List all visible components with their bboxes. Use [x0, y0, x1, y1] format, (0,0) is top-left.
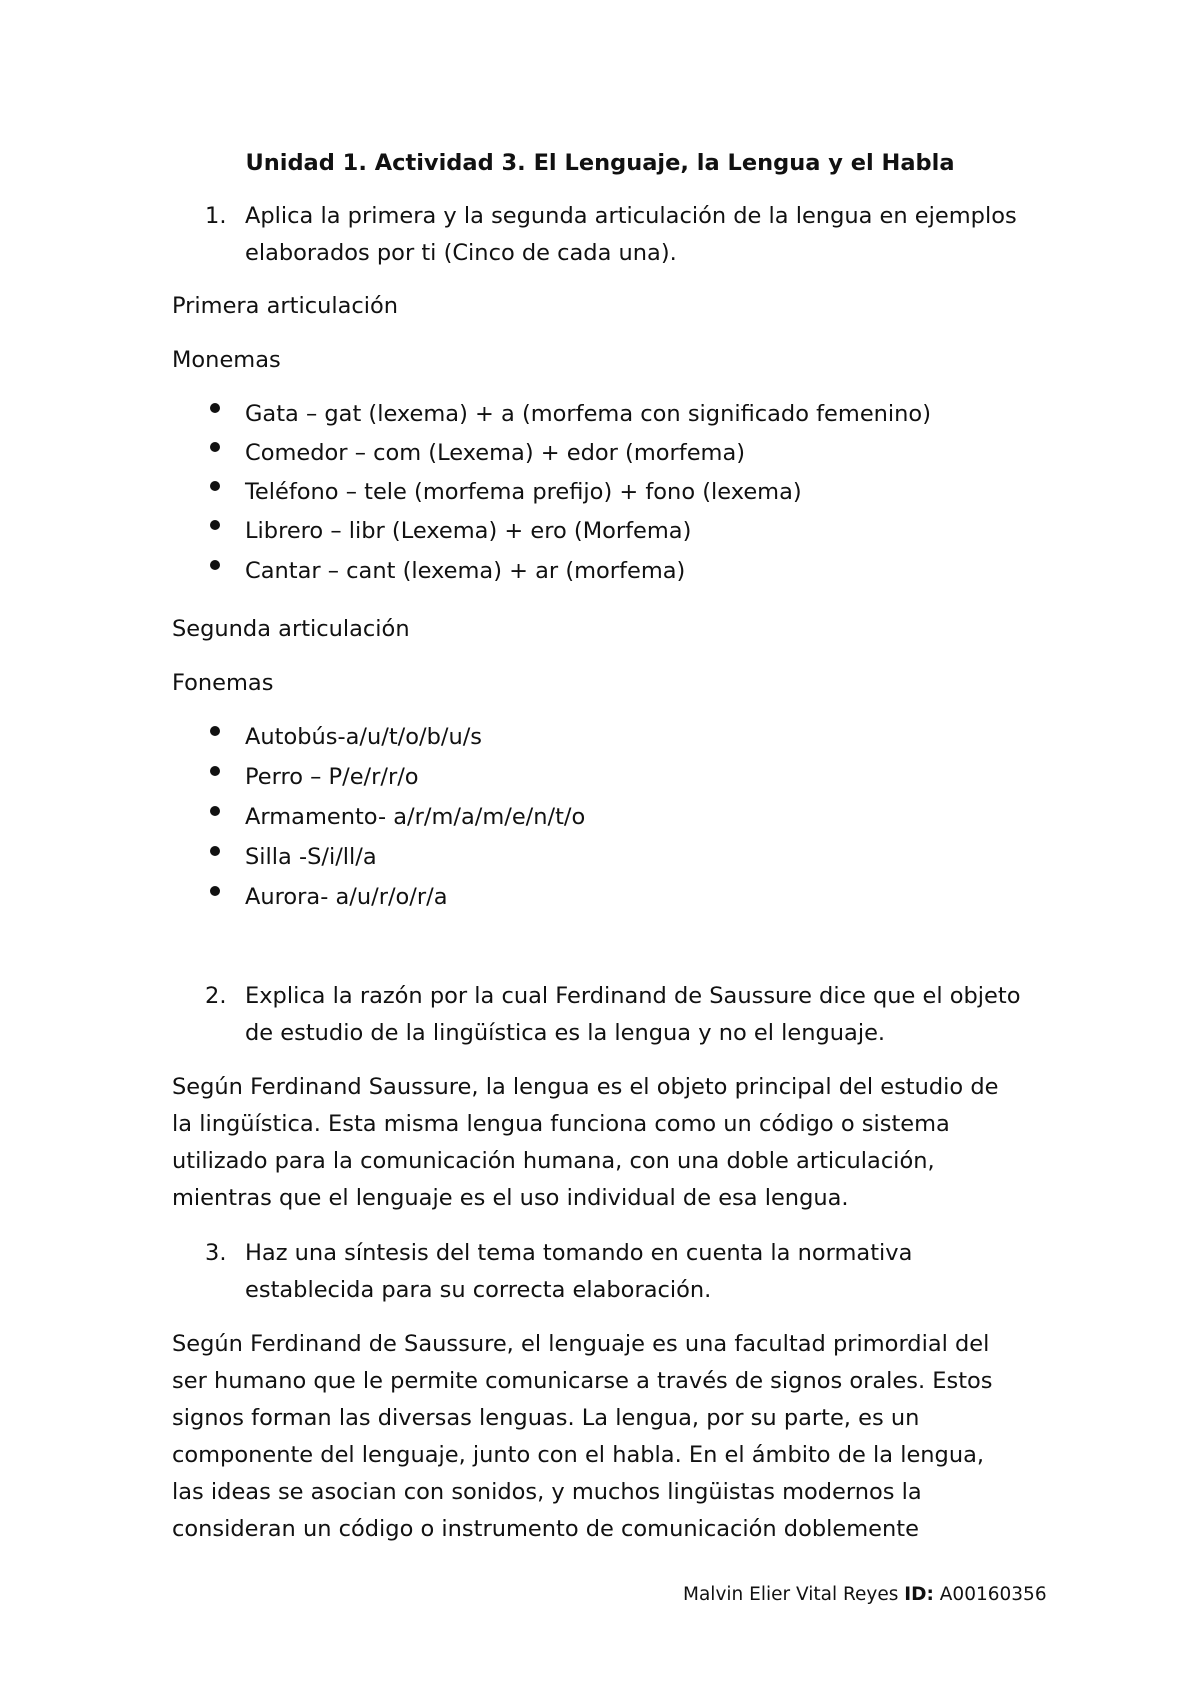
bullet-icon: [210, 806, 220, 816]
list-item: Comedor – com (Lexema) + edor (morfema): [245, 440, 746, 466]
question-2-line-1: Explica la razón por la cual Ferdinand de Saussure dice que el objeto: [245, 983, 1021, 1009]
answer-3-line: consideran un código o instrumento de comunicación doblemente: [172, 1516, 919, 1542]
list-item: Gata – gat (lexema) + a (morfema con significado femenino): [245, 401, 931, 427]
author-name: Malvin Elier Vital Reyes: [683, 1584, 899, 1605]
question-number: 2.: [205, 983, 227, 1009]
list-item: Perro – P/e/r/r/o: [245, 764, 419, 790]
answer-3-line: componente del lenguaje, junto con el habla. En el ámbito de la lengua,: [172, 1442, 985, 1468]
question-1-line-2: elaborados por ti (Cinco de cada una).: [245, 240, 677, 266]
bullet-icon: [210, 403, 220, 413]
list-item: Teléfono – tele (morfema prefijo) + fono (lexema): [245, 479, 802, 505]
bullet-icon: [210, 520, 220, 530]
bullet-icon: [210, 560, 220, 570]
id-label: ID:: [904, 1584, 934, 1605]
question-number: 1.: [205, 203, 227, 229]
bullet-icon: [210, 766, 220, 776]
question-2-line-2: de estudio de la lingüística es la lengua y no el lenguaje.: [245, 1020, 886, 1046]
list-item: Cantar – cant (lexema) + ar (morfema): [245, 558, 686, 584]
question-number: 3.: [205, 1240, 227, 1266]
answer-3-line: ser humano que le permite comunicarse a través de signos orales. Estos: [172, 1368, 993, 1394]
question-1-line-1: Aplica la primera y la segunda articulación de la lengua en ejemplos: [245, 203, 1017, 229]
bullet-icon: [210, 846, 220, 856]
list-item: Autobús-a/u/t/o/b/u/s: [245, 724, 483, 750]
answer-2-line: Según Ferdinand Saussure, la lengua es el objeto principal del estudio de: [172, 1074, 999, 1100]
primera-subheading: Monemas: [172, 347, 281, 373]
answer-2-line: utilizado para la comunicación humana, con una doble articulación,: [172, 1148, 935, 1174]
question-3-line-1: Haz una síntesis del tema tomando en cuenta la normativa: [245, 1240, 913, 1266]
list-item: Aurora- a/u/r/o/r/a: [245, 884, 448, 910]
answer-2-line: la lingüística. Esta misma lengua funciona como un código o sistema: [172, 1111, 950, 1137]
list-item: Armamento- a/r/m/a/m/e/n/t/o: [245, 804, 586, 830]
list-item: Silla -S/i/ll/a: [245, 844, 377, 870]
answer-3-line: signos forman las diversas lenguas. La lengua, por su parte, es un: [172, 1405, 920, 1431]
segunda-heading: Segunda articulación: [172, 616, 410, 642]
bullet-icon: [210, 481, 220, 491]
page-footer: [683, 1583, 1047, 1607]
answer-2-line: mientras que el lenguaje es el uso individual de esa lengua.: [172, 1185, 849, 1211]
primera-heading: Primera articulación: [172, 293, 399, 319]
bullet-icon: [210, 726, 220, 736]
question-3-line-2: establecida para su correcta elaboración.: [245, 1277, 712, 1303]
list-item: Librero – libr (Lexema) + ero (Morfema): [245, 518, 692, 544]
answer-3-line: Según Ferdinand de Saussure, el lenguaje es una facultad primordial del: [172, 1331, 990, 1357]
page-title: Unidad 1. Actividad 3. El Lenguaje, la Lengua y el Habla: [245, 150, 955, 176]
answer-3-line: las ideas se asocian con sonidos, y muchos lingüistas modernos la: [172, 1479, 922, 1505]
segunda-subheading: Fonemas: [172, 670, 274, 696]
bullet-icon: [210, 442, 220, 452]
id-value: A00160356: [939, 1584, 1047, 1605]
bullet-icon: [210, 886, 220, 896]
